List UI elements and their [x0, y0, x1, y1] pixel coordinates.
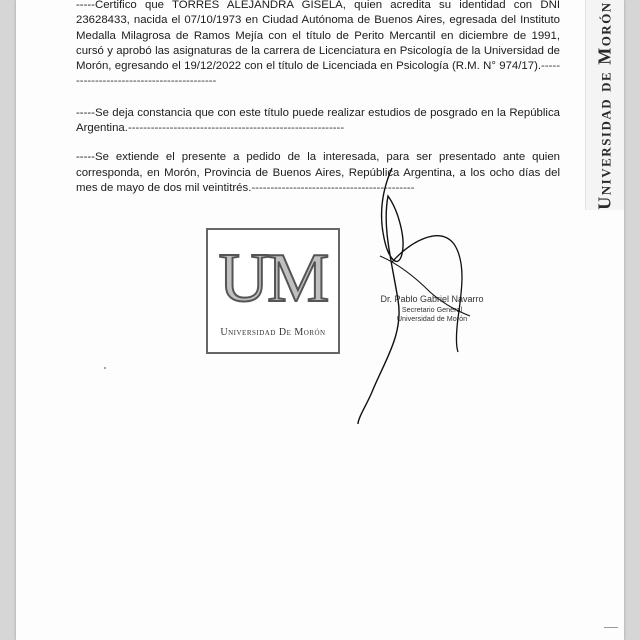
signatory-org: Universidad de Morón [396, 314, 468, 323]
signatory-block [362, 294, 502, 323]
paragraph-postgrad-fill: --------------------------------------------------------- [127, 122, 345, 135]
paragraph-identity-fill: ------------------------------------------ [76, 60, 560, 88]
paper-speck [104, 367, 106, 369]
paragraph-postgrad [76, 106, 560, 137]
corner-mark [604, 627, 618, 628]
logo-caption: Universidad De Morón [220, 327, 326, 338]
signatory-role: Secretario General [401, 305, 463, 314]
certificate-body [76, 0, 560, 210]
logo-letters: UM [218, 240, 328, 317]
paragraph-identity [76, 0, 560, 90]
university-logo [206, 228, 340, 354]
side-seal [592, 0, 618, 210]
paragraph-issued [76, 150, 560, 196]
paragraph-identity-text: -----Certifico que TORRES ALEJANDRA GISELA, quien acredita su identidad con DNI 23628433, nacida el 07/10/1973 en Ciudad Autónoma de Buenos Aires, egresada del Instituto Medalla Milagrosa de Ramos Mejía con el título de Perito Mercantil en diciembre de 1991, cursó y aprobó las asignaturas de la carrera de Licenciatura en Psicología de la Universidad de Morón, egresando el 19/12/2022 con el título de Licenciada en Psicología (R.M. N° 974/17). [76, 0, 560, 73]
paragraph-issued-text: -----Se extiende el presente a pedido de la interesada, para ser presentado ante quien corresponda, en Morón, Provincia de Buenos Aires, República Argentina, a los ocho días del mes de mayo de dos mil veintitrés. [76, 151, 560, 194]
signatory-name: Dr. Pablo Gabriel Navarro [380, 294, 484, 304]
paragraph-postgrad-text: -----Se deja constancia que con este título puede realizar estudios de posgrado en la República Argentina. [76, 106, 560, 135]
side-seal-text: Universidad de Morón [594, 0, 615, 210]
paragraph-issued-fill: ------------------------------------------- [251, 181, 415, 194]
